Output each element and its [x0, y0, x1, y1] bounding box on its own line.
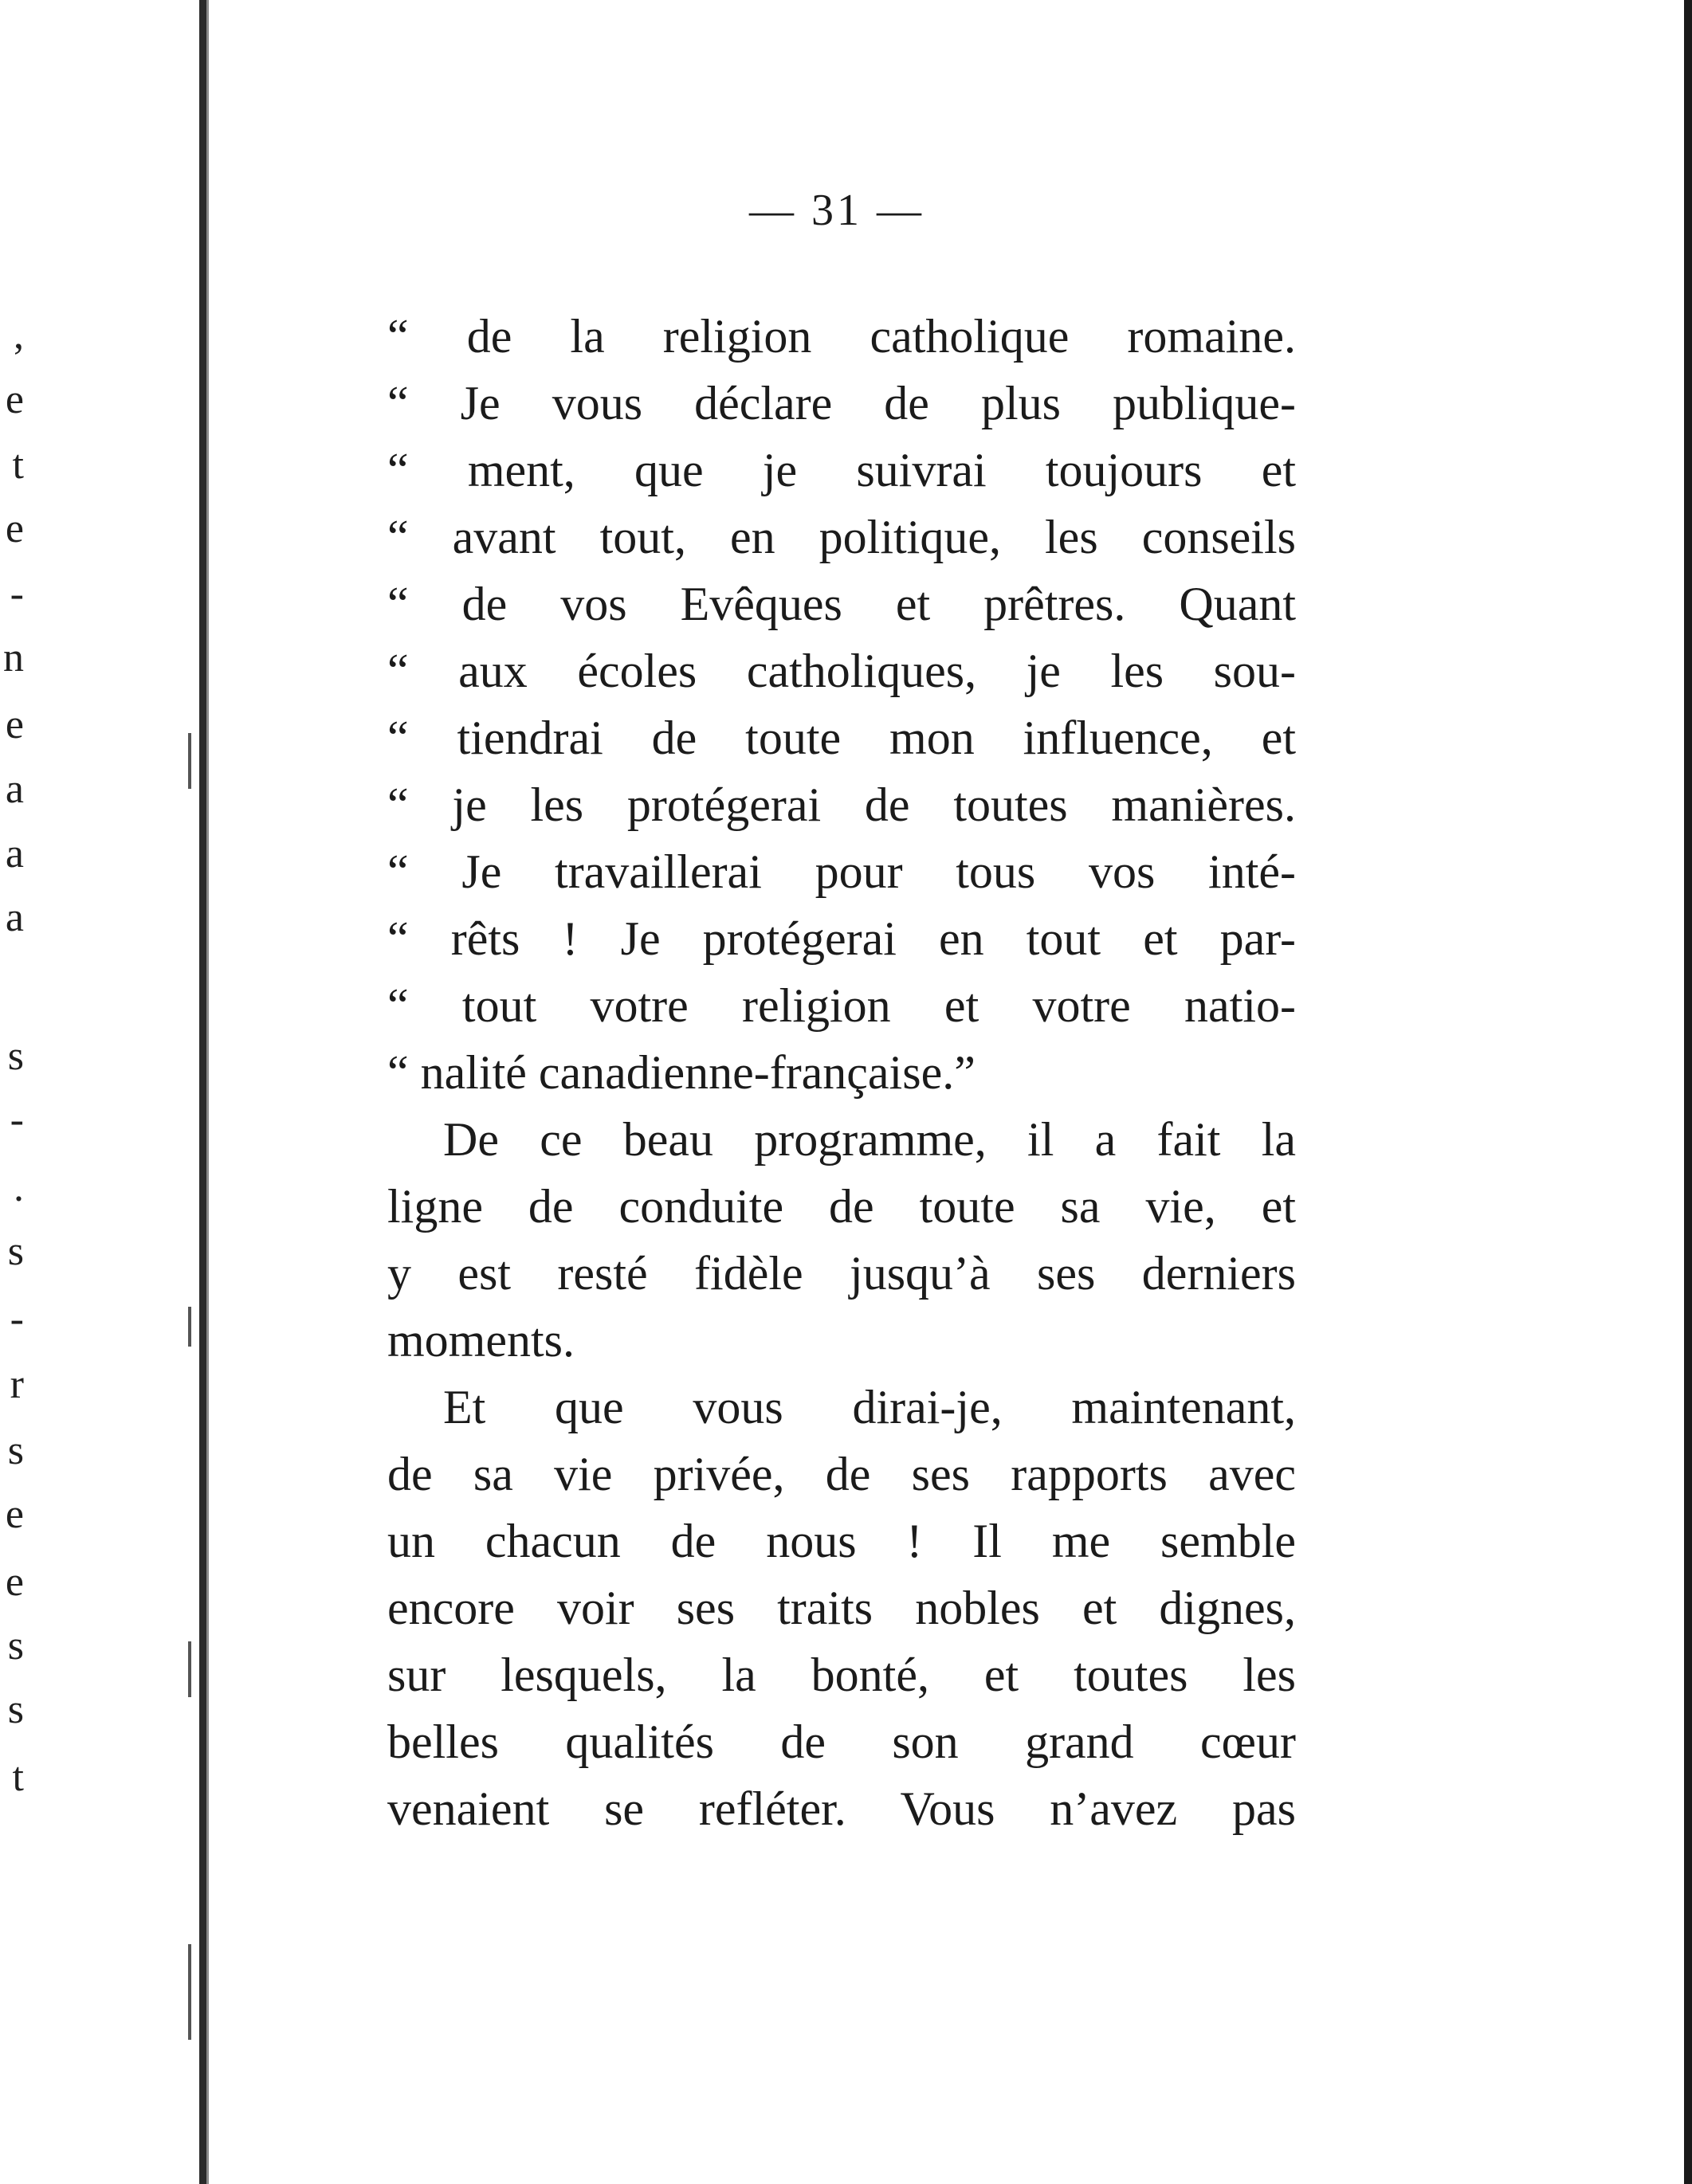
text-line: “ nalité canadienne-française.” — [387, 1046, 976, 1099]
bleed-mark: e — [5, 1494, 24, 1535]
text-line: encore voir ses traits nobles et dignes, — [387, 1582, 1296, 1634]
bleed-mark: t — [12, 445, 24, 486]
text-line: “ tiendrai de toute mon influence, et — [387, 712, 1296, 764]
text-line: un chacun de nous ! Il me semble — [387, 1515, 1296, 1567]
text-line: venaient se refléter. Vous n’avez pas — [387, 1782, 1296, 1835]
bleed-mark: a — [5, 897, 24, 939]
text-line: moments. — [387, 1314, 575, 1366]
text-line: De ce beau programme, il a fait la — [443, 1113, 1296, 1166]
binding-mark — [188, 1641, 191, 1697]
text-line: belles qualités de son grand cœur — [387, 1715, 1296, 1768]
text-line: Et que vous dirai-je, maintenant, — [443, 1381, 1296, 1433]
bleed-mark: s — [7, 1689, 24, 1731]
text-line: “ tout votre religion et votre natio- — [387, 979, 1296, 1032]
bleed-mark: e — [5, 508, 24, 550]
bleed-mark: - — [10, 574, 24, 615]
text-line: ligne de conduite de toute sa vie, et — [387, 1180, 1296, 1233]
text-line: “ de vos Evêques et prêtres. Quant — [387, 578, 1296, 630]
bleed-mark: s — [7, 1625, 24, 1667]
text-line: “ Je travaillerai pour tous vos inté- — [387, 845, 1296, 898]
text-line: sur lesquels, la bonté, et toutes les — [387, 1649, 1296, 1701]
text-line: y est resté fidèle jusqu’à ses derniers — [387, 1247, 1296, 1300]
text-line: “ rêts ! Je protégerai en tout et par- — [387, 912, 1296, 965]
bleed-mark: - — [10, 1100, 24, 1141]
bleed-mark: . — [14, 1167, 24, 1209]
text-line: “ ment, que je suivrai toujours et — [387, 444, 1296, 496]
book-binding-edge — [199, 0, 206, 2184]
bleed-mark: s — [7, 1430, 24, 1472]
text-line: “ je les protégerai de toutes manières. — [387, 778, 1296, 831]
body-text — [387, 303, 1296, 1842]
text-line: de sa vie privée, de ses rapports avec — [387, 1448, 1296, 1500]
bleed-mark: , — [14, 315, 24, 356]
bleed-mark: e — [5, 704, 24, 746]
page-number: — 31 — — [749, 186, 925, 235]
binding-shadow — [206, 0, 209, 2184]
bleed-mark: t — [12, 1757, 24, 1798]
binding-mark — [188, 1307, 191, 1347]
text-line: “ de la religion catholique romaine. — [387, 310, 1296, 363]
text-line: “ Je vous déclare de plus publique- — [387, 377, 1296, 429]
text-line: “ avant tout, en politique, les conseils — [387, 511, 1296, 563]
bleed-mark: s — [7, 1231, 24, 1272]
binding-mark — [188, 1944, 191, 2040]
bleed-mark: e — [5, 1562, 24, 1603]
bleed-mark: r — [10, 1364, 24, 1406]
binding-mark — [188, 733, 191, 789]
facing-page-margin — [0, 0, 201, 2184]
bleed-mark: n — [3, 637, 24, 679]
bleed-mark: s — [7, 1036, 24, 1077]
bleed-mark: e — [5, 379, 24, 421]
text-line: “ aux écoles catholiques, je les sou- — [387, 645, 1296, 697]
bleed-mark: - — [10, 1299, 24, 1340]
bleed-mark: a — [5, 769, 24, 810]
bleed-mark: a — [5, 833, 24, 875]
page-right-edge — [1684, 0, 1692, 2184]
